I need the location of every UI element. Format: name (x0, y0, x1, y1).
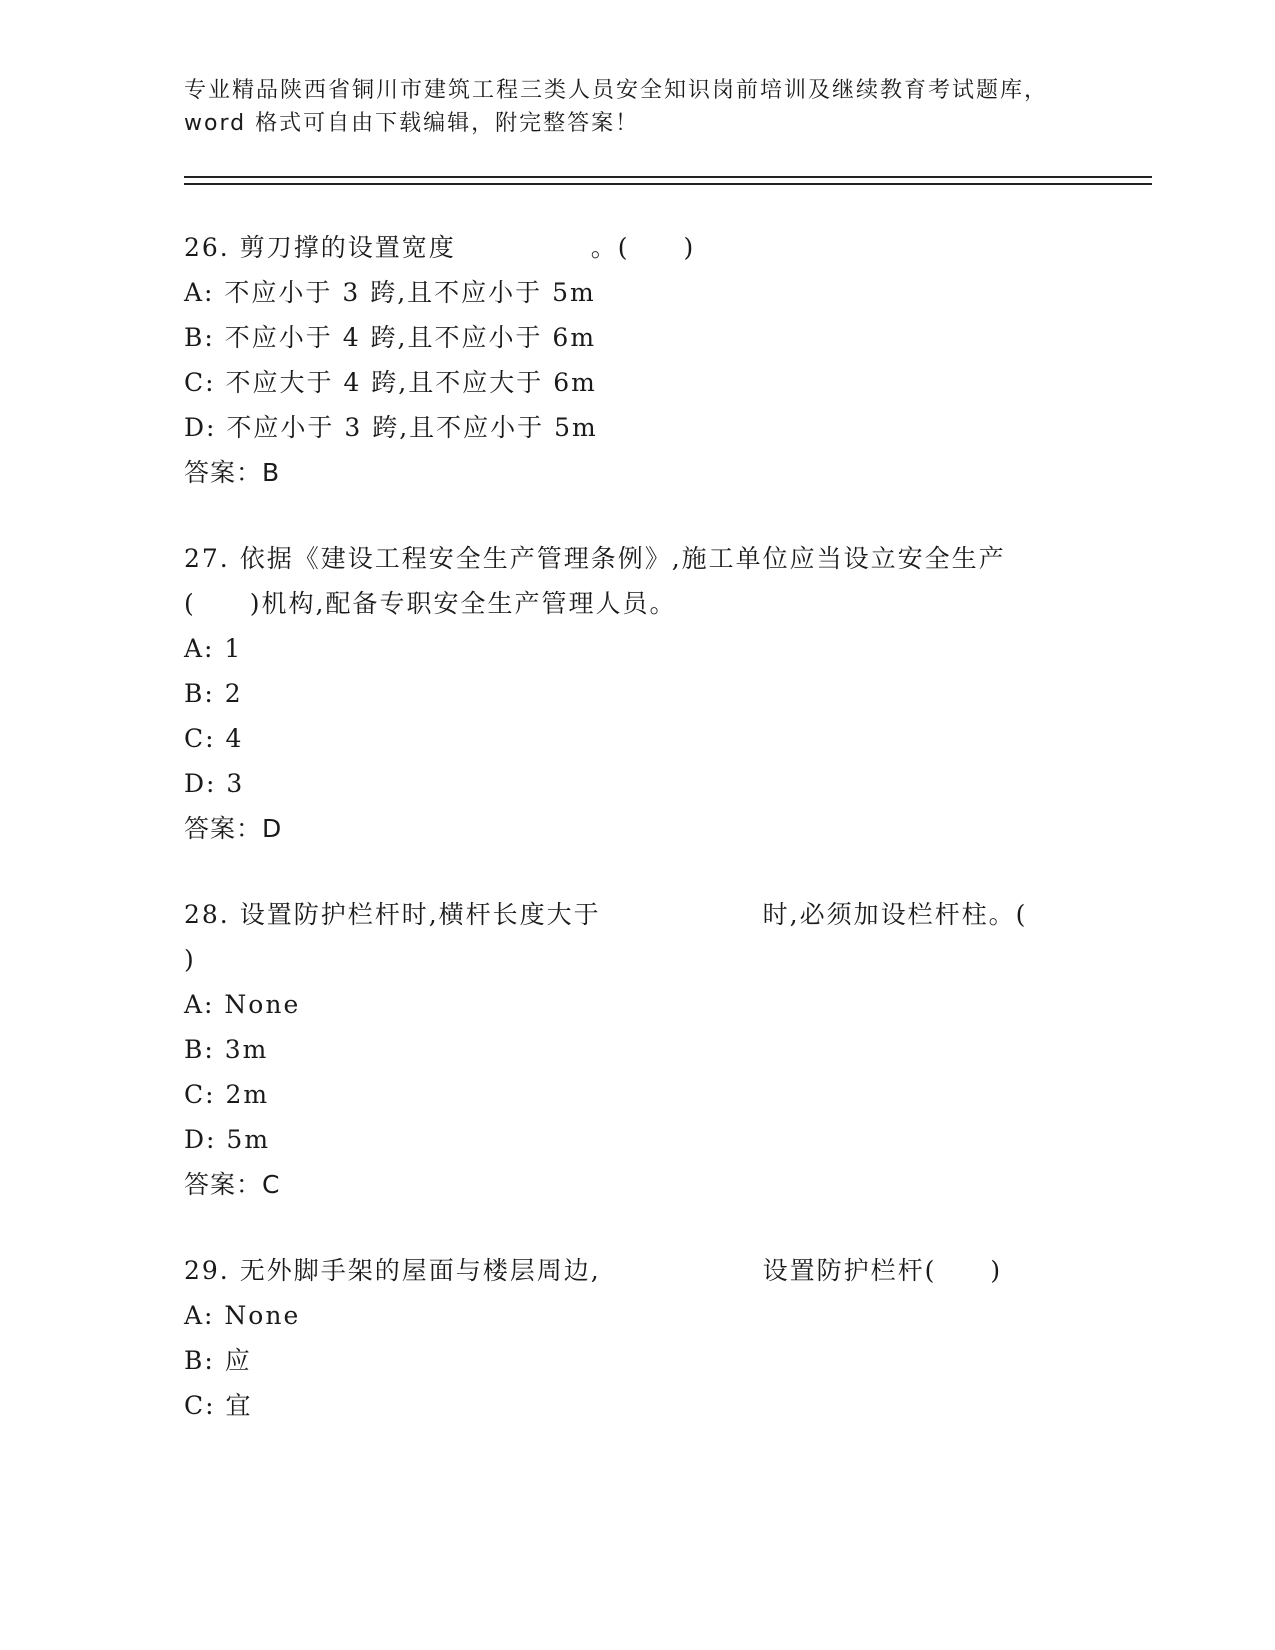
answer-label: 答案：C (184, 1170, 281, 1199)
question-27 (184, 536, 1084, 851)
question-28 (184, 892, 1084, 1207)
option-a: A: None (184, 990, 301, 1019)
option-b: B: 应 (184, 1346, 252, 1375)
option-c: C: 4 (184, 724, 244, 753)
option-a: A: None (184, 1301, 301, 1330)
option-d: D: 3 (184, 769, 245, 798)
question-text-line-2: ( )机构,配备专职安全生产管理人员。 (184, 589, 677, 618)
question-text: 29. 无外脚手架的屋面与楼层周边, 设置防护栏杆( ) (184, 1256, 1003, 1285)
question-text-line-2: ) (184, 945, 196, 974)
option-d: D: 5m (184, 1125, 271, 1154)
option-b: B: 2 (184, 679, 243, 708)
answer-label: 答案：D (184, 814, 283, 843)
option-a: A: 不应小于 3 跨,且不应小于 5m (184, 278, 596, 307)
option-a: A: 1 (184, 634, 243, 663)
header-line-2: word 格式可自由下载编辑，附完整答案！ (184, 111, 640, 136)
question-text-line-1: 28. 设置防护栏杆时,横杆长度大于 时,必须加设栏杆柱。( (184, 900, 1028, 929)
header-divider-top (184, 176, 1152, 178)
question-text-line-1: 27. 依据《建设工程安全生产管理条例》,施工单位应当设立安全生产 (184, 544, 1006, 573)
option-c: C: 不应大于 4 跨,且不应大于 6m (184, 368, 597, 397)
question-26 (184, 225, 1084, 495)
option-c: C: 2m (184, 1080, 270, 1109)
option-d: D: 不应小于 3 跨,且不应小于 5m (184, 413, 598, 442)
header-line-1: 专业精品陕西省铜川市建筑工程三类人员安全知识岗前培训及继续教育考试题库， (184, 78, 1049, 103)
option-b: B: 不应小于 4 跨,且不应小于 6m (184, 323, 597, 352)
question-29 (184, 1248, 1084, 1428)
document-header (184, 74, 1084, 140)
answer-label: 答案：B (184, 458, 281, 487)
header-divider-bottom (184, 183, 1152, 185)
option-c: C: 宜 (184, 1391, 253, 1420)
option-b: B: 3m (184, 1035, 269, 1064)
question-text: 26. 剪刀撑的设置宽度 。( ) (184, 233, 696, 262)
